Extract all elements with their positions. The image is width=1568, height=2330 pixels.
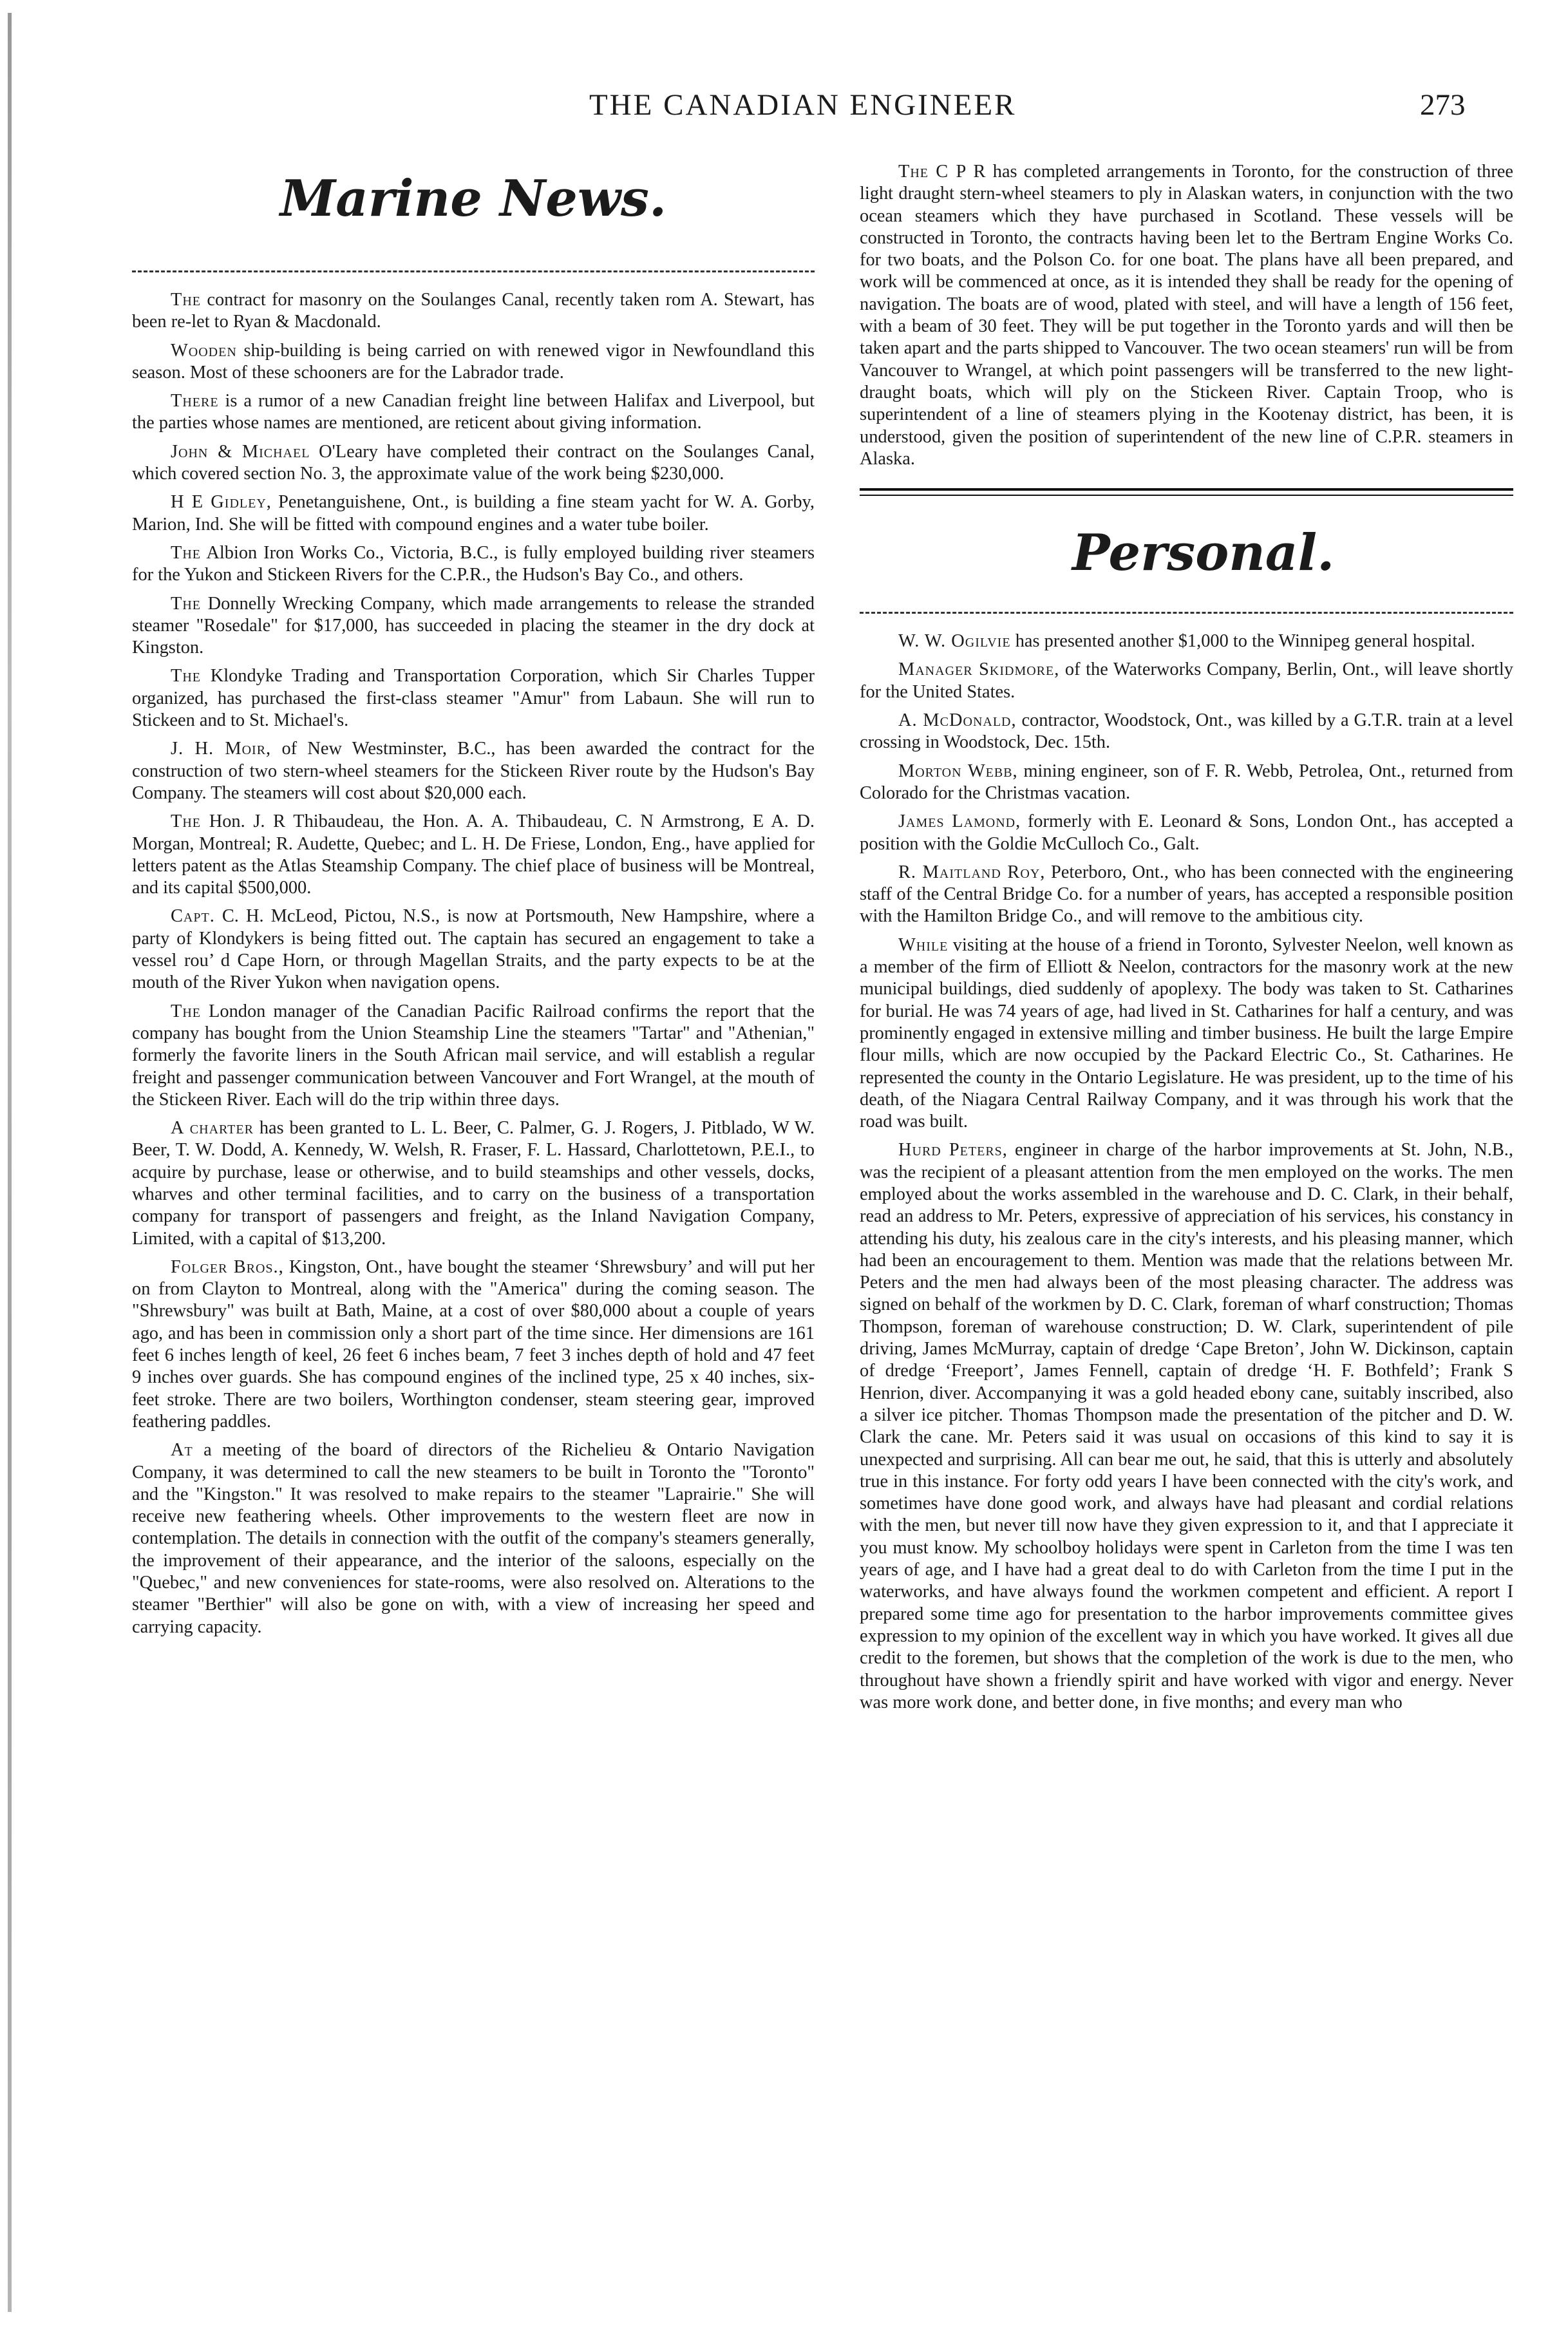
personal-heading: Personal. xyxy=(1072,524,1335,583)
personal-rule xyxy=(860,612,1513,614)
cpr-paragraph xyxy=(860,161,1513,470)
paragraph-text: Kingston, Ont., have bought the steamer ‘Shrewsbury’ and will put her on from Clayton to Montreal, along with the "America" during the coming season. The "Shrewsbury" was built at Bath, Maine, at a cost of over $80,000 about a couple of years ago, and has been in commission only a short part of the time since. Her dimensions are 161 feet 6 inches length of keel, 26 feet 6 inches beam, 7 feet 3 inches depth of hold and 47 feet 9 inches over guards. She has compound engines of the inclined type, 25 x 40 inches, six-feet stroke. There are two boilers, Worthington condenser, steam steering gear, improved feathering paddles. xyxy=(132,1256,815,1432)
article-paragraph xyxy=(132,905,815,994)
paragraph-lead: Morton Webb, xyxy=(898,761,1018,781)
right-column xyxy=(860,161,1513,2306)
paragraph-lead: The C P R xyxy=(898,162,987,182)
paragraph-text: Hon. J. R Thibaudeau, the Hon. A. A. Thibaudeau, C. N Armstrong, E A. D. Morgan, Montreal; R. Audette, Quebec; and L. H. De Friese, London, Eng., have applied for letters patent as the Atlas Steamship Company. The chief place of business will be Montreal, and its capital $500,000. xyxy=(132,811,815,898)
paragraph-lead: While xyxy=(898,934,949,955)
paragraph-text: London manager of the Canadian Pacific Railroad confirms the report that the company has bought from the Union Steamship Line the steamers "Tartar" and "Athenian," formerly the favorite liners in the South African mail service, and will establish a regular freight and passenger communication between Vancouver and Fort Wrangel, at the mouth of the Stickeen River. Each will do the trip within three days. xyxy=(132,1001,815,1110)
paragraph-lead: H E Gidley, xyxy=(171,492,272,513)
page-number: 273 xyxy=(1420,88,1466,122)
article-paragraph xyxy=(860,659,1513,703)
running-title: THE CANADIAN ENGINEER xyxy=(589,88,1017,122)
paragraph-lead: A. McDonald, xyxy=(898,710,1017,731)
personal-body xyxy=(860,630,1513,1714)
paragraph-lead: The xyxy=(171,593,202,614)
paragraph-lead: The xyxy=(171,290,202,310)
paragraph-text: Peterboro, Ont., who has been connected with the engineering staff of the Central Bridge Co. for a number of years, has accepted a responsible position with the Hamilton Bridge Co., and will remove to the ambitious city. xyxy=(860,862,1513,927)
paragraph-text: ship-building is being carried on with renewed vigor in Newfoundland this season. Most of these schooners are for the Labrador trade. xyxy=(132,340,815,383)
left-column xyxy=(132,161,815,2306)
article-paragraph xyxy=(860,934,1513,1133)
paragraph-text: contract for masonry on the Soulanges Canal, recently taken rom A. Stewart, has been re-let to Ryan & Macdonald. xyxy=(132,290,815,332)
article-paragraph xyxy=(132,441,815,486)
paragraph-text: has presented another $1,000 to the Winnipeg general hospital. xyxy=(1015,631,1475,652)
paragraph-lead: Folger Bros., xyxy=(171,1256,284,1277)
paragraph-lead: Wooden xyxy=(171,340,237,361)
marine-news-heading: Marine News. xyxy=(279,169,667,228)
article-paragraph xyxy=(132,665,815,732)
article-paragraph xyxy=(132,738,815,804)
paragraph-text: O'Leary have completed their contract on the Soulanges Canal, which covered section No. 3, the approximate value of the work being $230,000. xyxy=(132,441,815,484)
paragraph-lead: A charter xyxy=(171,1118,254,1139)
paragraph-lead: The xyxy=(171,666,202,687)
paragraph-lead: R. Maitland Roy, xyxy=(898,862,1046,882)
marine-news-body xyxy=(132,289,815,1638)
article-paragraph xyxy=(132,390,815,435)
paragraph-text: is a rumor of a new Canadian freight line between Halifax and Liverpool, but the parties whose names are mentioned, are reticent about giving information. xyxy=(132,391,815,433)
paragraph-lead: There xyxy=(171,391,219,412)
article-paragraph xyxy=(132,593,815,659)
paragraph-lead: The xyxy=(171,1001,202,1021)
paragraph-lead: W. W. Ogilvie xyxy=(898,631,1011,652)
paragraph-lead: At xyxy=(171,1440,193,1461)
paragraph-lead: The xyxy=(171,811,202,832)
article-paragraph xyxy=(860,811,1513,855)
paragraph-text: engineer in charge of the harbor improvements at St. John, N.B., was the recipient of a pleasant attention from the men employed on the works. The men employed about the works assembled in the warehouse and D. C. Clark, in their behalf, read an address to Mr. Peters, expressive of appreciation of his services, his constancy in attending his duty, his zealous care in the city's interests, and his pleasing manner, which had been an encouragement to them. Mention was made that the relations between Mr. Peters and the men had always been of the most pleasing character. The address was signed on behalf of the workmen by D. C. Clark, foreman of wharf construction; Thomas Thompson, foreman of warehouse construction; D. W. Clark, superintendent of pile driving, James McMurray, captain of dredge ‘Cape Breton’, John W. Dickinson, captain of dredge ‘Freeport’, James Fennell, captain of dredge ‘H. F. Bothfeld’; Frank S Henrion, diver. Accompanying it was a gold headed ebony cane, suitably inscribed, also a silver ice pitcher. Thomas Thompson made the presentation of the pitcher and D. W. Clark the cane. Mr. Peters said it was usual on occasions of this kind to say it is unexpected and surprising. All can bear me out, he said, that this is utterly and absolutely true in this instance. For forty odd years I have been connected with the city's work, and sometimes have done good work, and always have had pleasant and cordial relations with the men, but never till now have they given expression to it, and that I appreciate it you must know. My schoolboy holidays were spent in Carleton from the time I was ten years of age, and I have had a great deal to do with Carleton from the time I put in the waterworks, and have always found the workmen competent and efficient. A report I prepared some time ago for presentation to the harbor improvements committee gives expression to my opinion of the excellent way in which you have worked. It gives all due credit to the foremen, but shows that the completion of the work is due to the men, who throughout have shown a friendly spirit and have worked with vigor and energy. Never was more work done, and better done, in five months; and every man who xyxy=(860,1140,1513,1712)
article-paragraph xyxy=(132,491,815,536)
paragraph-text: of the Waterworks Company, Berlin, Ont., will leave shortly for the United States. xyxy=(860,659,1513,702)
paragraph-lead: James Lamond, xyxy=(898,811,1021,832)
section-divider xyxy=(860,488,1513,496)
page-edge-mark xyxy=(8,13,12,2312)
paragraph-lead: J. H. Moir, xyxy=(171,739,272,759)
paragraph-text: Donnelly Wrecking Company, which made arrangements to release the stranded steamer "Rosedale" for $17,000, has succeeded in placing the steamer in the dry dock at Kingston. xyxy=(132,593,815,658)
article-paragraph xyxy=(860,710,1513,754)
paragraph-text: Penetanguishene, Ont., is building a fine steam yacht for W. A. Gorby, Marion, Ind. She will be fitted with compound engines and a water tube boiler. xyxy=(132,492,815,535)
article-paragraph xyxy=(132,1439,815,1638)
article-paragraph xyxy=(132,1256,815,1433)
paragraph-text: formerly with E. Leonard & Sons, London Ont., has accepted a position with the Goldie McCulloch Co., Galt. xyxy=(860,811,1513,854)
paragraph-text: contractor, Woodstock, Ont., was killed by a G.T.R. train at a level crossing in Woodstock, Dec. 15th. xyxy=(860,710,1513,753)
paragraph-lead: Hurd Peters, xyxy=(898,1140,1008,1160)
paragraph-lead: Manager Skidmore, xyxy=(898,659,1060,680)
paragraph-text: visiting at the house of a friend in Toronto, Sylvester Neelon, well known as a member of the firm of Elliott & Neelon, contractors for the masonry work at the new municipal buildings, died suddenly of apoplexy. The body was taken to St. Catharines for burial. He was 74 years of age, had lived in St. Catharines for half a century, and was prominently engaged in extensive milling and timber business. He built the large Empire flour mills, which are now occupied by the Packard Electric Co., St. Catharines. He represented the county in the Ontario Legislature. He was president, up to the time of his death, of the Niagara Central Railway Company, and it was through his work that the road was built. xyxy=(860,934,1513,1132)
article-paragraph xyxy=(860,862,1513,928)
paragraph-text: of New Westminster, B.C., has been awarded the contract for the construction of two stern-wheel steamers for the Stickeen River route by the Hudson's Bay Company. The steamers will cost about $20,000 each. xyxy=(132,739,815,803)
article-paragraph xyxy=(860,761,1513,805)
paragraph-text: has been granted to L. L. Beer, C. Palmer, G. J. Rogers, J. Pitblado, W W. Beer, T. W. Dodd, A. Kennedy, W. Welsh, R. Fraser, F. L. Hassard, Charlottetown, P.E.I., to acquire by purchase, lease or otherwise, and to build steamships and other vessels, docks, wharves and other terminal facilities, and to carry on the business of a transportation company for transport of passengers and freight, as the Inland Navigation Company, Limited, with a capital of $13,200. xyxy=(132,1118,815,1249)
paragraph-text: Albion Iron Works Co., Victoria, B.C., is fully employed building river steamers for the Yukon and Stickeen Rivers for the C.P.R., the Hudson's Bay Co., and others. xyxy=(132,542,815,585)
article-paragraph xyxy=(132,289,815,334)
article-paragraph xyxy=(132,340,815,384)
article-paragraph xyxy=(132,1117,815,1250)
marine-news-rule xyxy=(132,270,815,272)
paragraph-text: Klondyke Trading and Transportation Corporation, which Sir Charles Tupper organized, has purchased the first-class steamer "Amur" from Labaun. She will run to Stickeen and to St. Michael's. xyxy=(132,666,815,731)
article-paragraph xyxy=(860,1139,1513,1714)
paragraph-text: mining engineer, son of F. R. Webb, Petrolea, Ont., returned from Colorado for the Christmas vacation. xyxy=(860,761,1513,803)
article-paragraph xyxy=(132,1001,815,1111)
article-paragraph xyxy=(132,811,815,899)
paragraph-lead: John & Michael xyxy=(171,441,310,462)
paragraph-text: a meeting of the board of directors of the Richelieu & Ontario Navigation Company, it was determined to call the new steamers to be built in Toronto the "Toronto" and the "Kingston." It was resolved to make repairs to the steamer "Laprairie." She will receive new feathering wheels. Other improvements to the western fleet are now in contemplation. The details in connection with the outfit of the company's steamers generally, the improvement of their appearance, and the interior of the saloons, especially on the "Quebec," and new conveniences for state-rooms, were also resolved on. Alterations to the steamer "Berthier" will also be gone on with, with a view of increasing her speed and carrying capacity. xyxy=(132,1440,815,1637)
paragraph-text: has completed arrangements in Toronto, for the construction of three light draught stern-wheel steamers to ply in Alaskan waters, in conjunction with the two ocean steamers which they have purchased in Scotland. These vessels will be constructed in Toronto, the contracts having been let to the Bertram Engine Works Co. for two boats, and the Polson Co. for one boat. The plans have all been prepared, and work will be commenced at once, as it is intended they shall be ready for the opening of navigation. The boats are of wood, plated with steel, and will have a length of 156 feet, with a beam of 30 feet. They will be put together in the Toronto yards and will then be taken apart and the parts shipped to Vancouver. The two ocean steamers' run will be from Vancouver to Wrangel, at which point passengers will be transferred to the new light-draught boats, which will ply on the Stickeen River. Captain Troop, who is superintendent of a line of steamers plying in the Kootenay district, has been, it is understood, given the position of superintendent of the new line of C.P.R. steamers in Alaska. xyxy=(860,162,1513,469)
page-header xyxy=(0,88,1568,133)
paragraph-lead: Capt. xyxy=(171,906,215,927)
paragraph-text: C. H. McLeod, Pictou, N.S., is now at Portsmouth, New Hampshire, where a party of Klondykers is being fitted out. The captain has secured an engagement to take a vessel rou’ d Cape Horn, or through Magellan Straits, and the party expects to be at the mouth of the River Yukon when navigation opens. xyxy=(132,906,815,993)
article-paragraph xyxy=(132,542,815,587)
paragraph-lead: The xyxy=(171,542,202,563)
article-paragraph xyxy=(860,630,1513,652)
